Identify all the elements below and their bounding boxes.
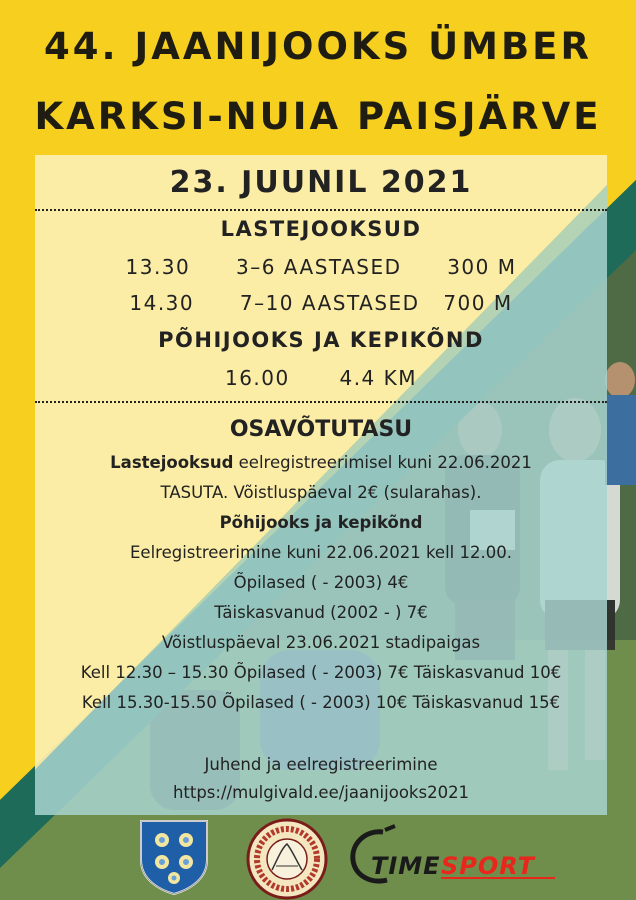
event-date: 23. JUUNIL 2021 (169, 165, 473, 200)
divider (35, 401, 607, 403)
main-run-heading: PÕHIJOOKS JA KEPIKÕND (158, 328, 484, 352)
info-url[interactable]: https://mulgivald.ee/jaanijooks2021 (172, 783, 470, 802)
info-text: Juhend ja eelregistreerimine (204, 755, 438, 774)
title-line-1: 44. JAANIJOOKS ÜMBER (44, 25, 592, 68)
children-run-row (35, 291, 607, 315)
fee-line: Kell 12.30 – 15.30 Õpilased ( - 2003) 7€ Täiskasvanud 10€ (80, 663, 562, 682)
main-run-row (35, 366, 607, 390)
divider (35, 209, 607, 211)
fee-main-label: Põhijooks ja kepikõnd (219, 513, 423, 532)
children-runs-heading: LASTEJOOKSUD (220, 217, 422, 241)
fee-line: Täiskasvanud (2002 - ) 7€ (214, 603, 428, 622)
title-line-2: KARKSI-NUIA PAISJÄRVE (34, 95, 602, 138)
fees-heading: OSAVÕTUTASU (229, 417, 413, 442)
fee-line: Kell 15.30-15.50 Õpilased ( - 2003) 10€ Täiskasvanud 15€ (81, 693, 561, 712)
run-time: 16.00 (224, 366, 290, 390)
run-time: 14.30 (129, 291, 195, 315)
svg-text:SPORT: SPORT (441, 852, 536, 880)
run-age-group: 3–6 AASTASED (235, 255, 402, 279)
fee-children-text: eelregistreerimisel kuni 22.06.2021 (233, 453, 532, 472)
run-distance: 4.4 KM (339, 366, 418, 390)
fee-children-line-2: TASUTA. Võistluspäeval 2€ (sularahas). (160, 483, 482, 502)
children-run-row (35, 255, 607, 279)
fee-children-line (35, 453, 607, 472)
run-distance: 300 M (447, 255, 517, 279)
run-time: 13.30 (125, 255, 191, 279)
culture-centre-logo (246, 818, 328, 900)
run-distance: 700 M (443, 291, 513, 315)
fee-line: Eelregistreerimine kuni 22.06.2021 kell 12.00. (130, 543, 512, 562)
fee-children-label: Lastejooksud (110, 453, 234, 472)
timesport-logo (345, 822, 567, 892)
svg-text:TIME: TIME (371, 852, 441, 880)
fee-line: Võistluspäeval 23.06.2021 stadipaigas (161, 633, 481, 652)
fee-line: Õpilased ( - 2003) 4€ (233, 573, 409, 592)
info-panel (35, 155, 607, 815)
coat-of-arms-logo (138, 818, 210, 896)
run-age-group: 7–10 AASTASED (239, 291, 420, 315)
